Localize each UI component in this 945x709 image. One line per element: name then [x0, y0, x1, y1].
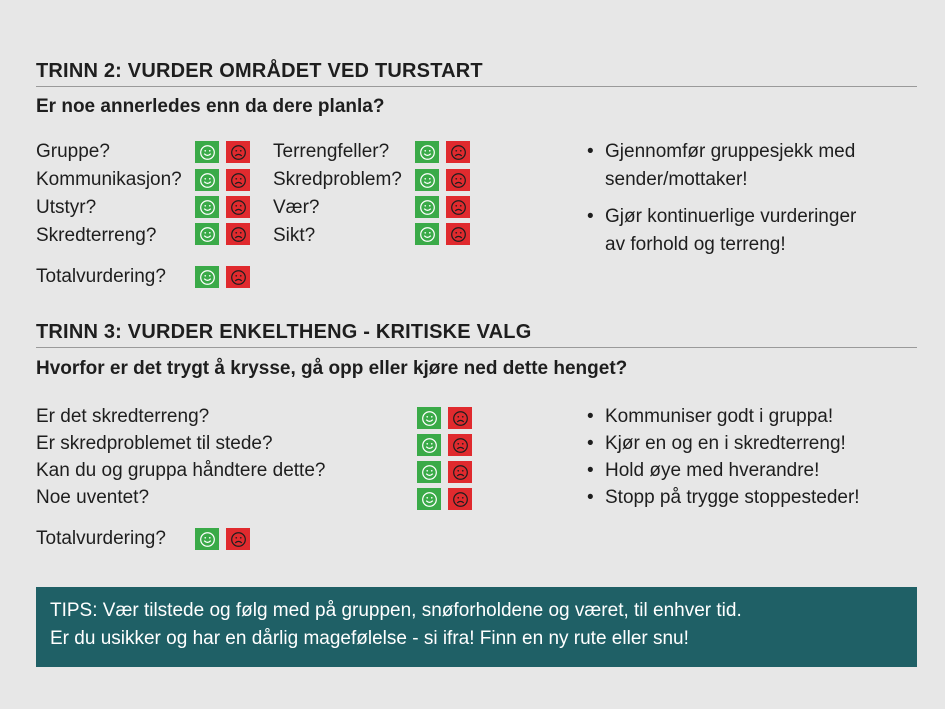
sad-face-icon[interactable] — [448, 407, 472, 429]
sad-face-icon[interactable] — [448, 461, 472, 483]
step3-item: Er det skredterreng? — [36, 406, 210, 427]
bullet-icon: • — [587, 487, 594, 508]
rating-pair — [417, 488, 472, 510]
step2-item-utstyr: Utstyr? — [36, 197, 97, 218]
rating-pair — [417, 461, 472, 483]
rating-pair — [195, 196, 250, 218]
bullet-text: Kommuniser godt i gruppa! — [605, 406, 834, 427]
sad-face-icon[interactable] — [446, 169, 470, 191]
step2-item-vaer: Vær? — [273, 197, 320, 218]
step2-item-sikt: Sikt? — [273, 225, 316, 246]
tips-box — [36, 587, 917, 667]
step3-question: Hvorfor er det trygt å krysse, gå opp eller kjøre ned dette henget? — [36, 358, 628, 379]
smiley-face-icon[interactable] — [417, 488, 441, 510]
list-item — [587, 138, 917, 194]
list-item — [587, 203, 917, 259]
step2-item-kommunikasjon: Kommunikasjon? — [36, 169, 182, 190]
bullet-icon: • — [587, 406, 594, 427]
list-item — [587, 457, 917, 484]
step2-title: TRINN 2: VURDER OMRÅDET VED TURSTART — [36, 60, 483, 82]
smiley-face-icon[interactable] — [417, 407, 441, 429]
sad-face-icon[interactable] — [448, 434, 472, 456]
sad-face-icon[interactable] — [226, 169, 250, 191]
step3-item: Noe uventet? — [36, 487, 150, 508]
smiley-face-icon[interactable] — [195, 169, 219, 191]
list-item — [587, 430, 917, 457]
step2-item-terrengfeller: Terrengfeller? — [273, 141, 390, 162]
smiley-face-icon[interactable] — [195, 223, 219, 245]
bullet-line: Gjennomfør gruppesjekk med — [605, 141, 856, 162]
bullet-text: Stopp på trygge stoppesteder! — [605, 487, 860, 508]
rating-pair — [415, 196, 470, 218]
step2-divider — [36, 86, 917, 87]
smiley-face-icon[interactable] — [417, 461, 441, 483]
sad-face-icon[interactable] — [446, 141, 470, 163]
sad-face-icon[interactable] — [226, 196, 250, 218]
rating-pair-total — [195, 266, 250, 288]
smiley-face-icon[interactable] — [415, 141, 439, 163]
smiley-face-icon[interactable] — [415, 223, 439, 245]
step2-bullet-list — [587, 138, 917, 259]
sad-face-icon[interactable] — [226, 223, 250, 245]
rating-pair — [195, 169, 250, 191]
step3-bullet-list — [587, 403, 917, 511]
sad-face-icon[interactable] — [446, 223, 470, 245]
smiley-face-icon[interactable] — [195, 196, 219, 218]
rating-pair — [195, 223, 250, 245]
step3-total-label: Totalvurdering? — [36, 528, 166, 549]
rating-pair — [417, 407, 472, 429]
bullet-line: av forhold og terreng! — [605, 234, 786, 255]
bullet-icon: • — [587, 141, 594, 162]
bullet-line: Gjør kontinuerlige vurderinger — [605, 206, 857, 227]
bullet-icon: • — [587, 433, 594, 454]
step2-item-skredterreng: Skredterreng? — [36, 225, 157, 246]
bullet-text: Kjør en og en i skredterreng! — [605, 433, 846, 454]
list-item — [587, 403, 917, 430]
bullet-line: sender/mottaker! — [605, 169, 748, 190]
step3-title: TRINN 3: VURDER ENKELTHENG - KRITISKE VALG — [36, 321, 532, 343]
step2-item-skredproblem: Skredproblem? — [273, 169, 402, 190]
smiley-face-icon[interactable] — [195, 266, 219, 288]
rating-pair — [415, 169, 470, 191]
step3-divider — [36, 347, 917, 348]
smiley-face-icon[interactable] — [415, 196, 439, 218]
sad-face-icon[interactable] — [226, 266, 250, 288]
bullet-icon: • — [587, 206, 594, 227]
step3-item: Kan du og gruppa håndtere dette? — [36, 460, 326, 481]
rating-pair — [195, 141, 250, 163]
bullet-icon: • — [587, 460, 594, 481]
smiley-face-icon[interactable] — [417, 434, 441, 456]
sad-face-icon[interactable] — [226, 141, 250, 163]
step3-item: Er skredproblemet til stede? — [36, 433, 273, 454]
rating-pair-total — [195, 528, 250, 550]
rating-pair — [417, 434, 472, 456]
sad-face-icon[interactable] — [448, 488, 472, 510]
step2-question: Er noe annerledes enn da dere planla? — [36, 96, 385, 117]
rating-pair — [415, 141, 470, 163]
sad-face-icon[interactable] — [446, 196, 470, 218]
sad-face-icon[interactable] — [226, 528, 250, 550]
smiley-face-icon[interactable] — [195, 528, 219, 550]
smiley-face-icon[interactable] — [415, 169, 439, 191]
rating-pair — [415, 223, 470, 245]
bullet-text: Hold øye med hverandre! — [605, 460, 820, 481]
list-item — [587, 484, 917, 511]
tips-line: TIPS: Vær tilstede og følg med på gruppen, snøforholdene og været, til enhver tid. — [50, 600, 742, 621]
tips-line: Er du usikker og har en dårlig magefølelse - si ifra! Finn en ny rute eller snu! — [50, 628, 689, 649]
step2-item-gruppe: Gruppe? — [36, 141, 110, 162]
step2-total-label: Totalvurdering? — [36, 266, 166, 287]
smiley-face-icon[interactable] — [195, 141, 219, 163]
